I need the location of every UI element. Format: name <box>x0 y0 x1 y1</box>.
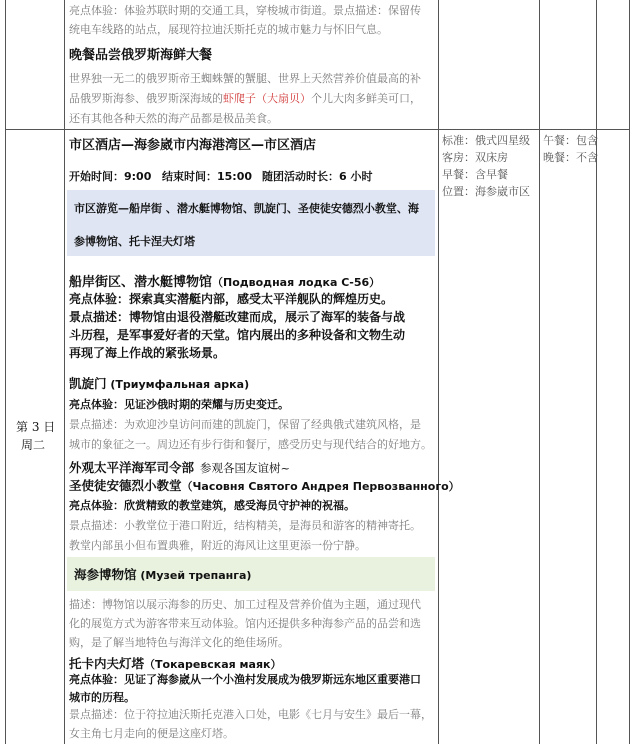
submarine-desc-line-1: 景点描述：博物馆由退役潜艇改建而成，展示了海军的装备与战 <box>69 310 406 324</box>
top-desc-line-2: 统电车线路的站点，展现符拉迪沃斯托克的城市魅力与怀旧气息。 <box>69 23 388 36</box>
meal-lunch: 午餐：包含 <box>543 134 598 147</box>
top-desc-line-1: 亮点体验：体验苏联时期的交通工具，穿梭城市街道。景点描述：保留传 <box>69 4 421 17</box>
table-left-border <box>5 0 6 744</box>
meal-dinner: 晚餐：不含 <box>543 151 598 164</box>
table-col-divider-2 <box>438 0 439 744</box>
day-weekday: 周二 <box>21 438 46 452</box>
museum-desc-line-2: 化的展览方式为游客带来互动体验。馆内还提供多种海参产品的品尝和选 <box>69 617 421 630</box>
route-title: 市区酒店—海参崴市内海港湾区—市区酒店 <box>69 138 317 153</box>
day-label: 第 3 日 <box>16 420 56 434</box>
lighthouse-highlight-line-2: 城市的历程。 <box>69 691 135 704</box>
lighthouse-desc-line-2: 女主角七月走向的便是这座灯塔。 <box>69 727 234 740</box>
submarine-desc-line-2: 斗历程，是军事爱好者的天堂。馆内展出的多种设备和文物生动 <box>69 328 406 342</box>
submarine-title: 船岸街区、潜水艇博物馆（Подводная лодка С-56） <box>69 275 381 290</box>
chapel-highlight: 亮点体验：欣赏精致的教堂建筑，感受海员守护神的祝福。 <box>69 499 355 512</box>
summary-line-2: 参博物馆、托卡涅夫灯塔 <box>74 235 195 248</box>
summary-line-1: 市区游览—船岸街 、潜水艇博物馆、凯旋门、圣使徒安德烈小教堂、海 <box>74 202 419 215</box>
table-right-border <box>629 0 630 744</box>
lighthouse-title: 托卡内夫灯塔（Токаревская маяк） <box>69 656 282 671</box>
hotel-location: 位置：海参崴市区 <box>442 185 530 198</box>
table-col-divider-4 <box>596 0 597 744</box>
submarine-desc-line-3: 再现了海上作战的紧张场景。 <box>69 346 226 360</box>
submarine-highlight: 亮点体验：探索真实潜艇内部，感受太平洋舰队的辉煌历史。 <box>69 292 394 306</box>
activity-duration: 随团活动时长：6 小时 <box>262 170 373 183</box>
arch-highlight: 亮点体验：见证沙俄时期的荣耀与历史变迁。 <box>69 398 289 411</box>
chapel-title: 圣使徒安德烈小教堂（Часовня Святого Андрея Первозванного） <box>69 478 460 493</box>
lighthouse-highlight-line-1: 亮点体验：见证了海参崴从一个小渔村发展成为俄罗斯远东地区重要港口 <box>69 673 421 686</box>
hotel-room: 客房：双床房 <box>442 151 508 164</box>
arch-desc-line-1: 景点描述：为欢迎沙皇访问而建的凯旋门，保留了经典俄式建筑风格，是 <box>69 418 421 431</box>
museum-desc-line-1: 描述：博物馆以展示海参的历史、加工过程及营养价值为主题，通过现代 <box>69 598 421 611</box>
chapel-desc-line-2: 教堂内部虽小但布置典雅，附近的海风让这里更添一份宁静。 <box>69 539 366 552</box>
start-time: 开始时间：9:00 <box>69 170 152 183</box>
arch-desc-line-2: 城市的象征之一。周边还有步行街和餐厅，感受历史与现代结合的好地方。 <box>69 438 432 451</box>
highlight-scallop: 虾爬子（大扇贝） <box>223 92 311 105</box>
sea-cucumber-museum-title: 海参博物馆 (Музей трепанга) <box>74 567 252 582</box>
dinner-title: 晚餐品尝俄罗斯海鲜大餐 <box>69 48 213 63</box>
hotel-breakfast: 早餐：含早餐 <box>442 168 508 181</box>
table-col-divider-1 <box>64 0 65 744</box>
table-col-divider-3 <box>539 0 540 744</box>
museum-desc-line-3: 购，是了解当地特色与海洋文化的绝佳场所。 <box>69 636 289 649</box>
lighthouse-desc-line-1: 景点描述：位于符拉迪沃斯托克港入口处，电影《七月与安生》最后一幕， <box>69 708 432 721</box>
fleet-hq-title: 外观太平洋海军司令部 参观各国友谊树~ <box>69 460 291 475</box>
chapel-desc-line-1: 景点描述：小教堂位于港口附近，结构精美，是海员和游客的精神寄托。 <box>69 519 421 532</box>
dinner-desc-line-3: 还有其他各种天然的海产品都是极品美食。 <box>69 112 278 125</box>
row-divider <box>5 129 630 130</box>
hotel-standard: 标准：俄式四星级 <box>442 134 530 147</box>
dinner-desc-line-2: 品俄罗斯海参、俄罗斯深海域的虾爬子（大扇贝）个儿大肉多鲜美可口， <box>69 92 421 105</box>
dinner-desc-line-1: 世界独一无二的俄罗斯帝王蜘蛛蟹的蟹腿、世界上天然营养价值最高的补 <box>69 72 421 85</box>
arch-title: 凯旋门 (Триумфальная арка) <box>69 376 250 391</box>
end-time: 结束时间：15:00 <box>162 170 253 183</box>
